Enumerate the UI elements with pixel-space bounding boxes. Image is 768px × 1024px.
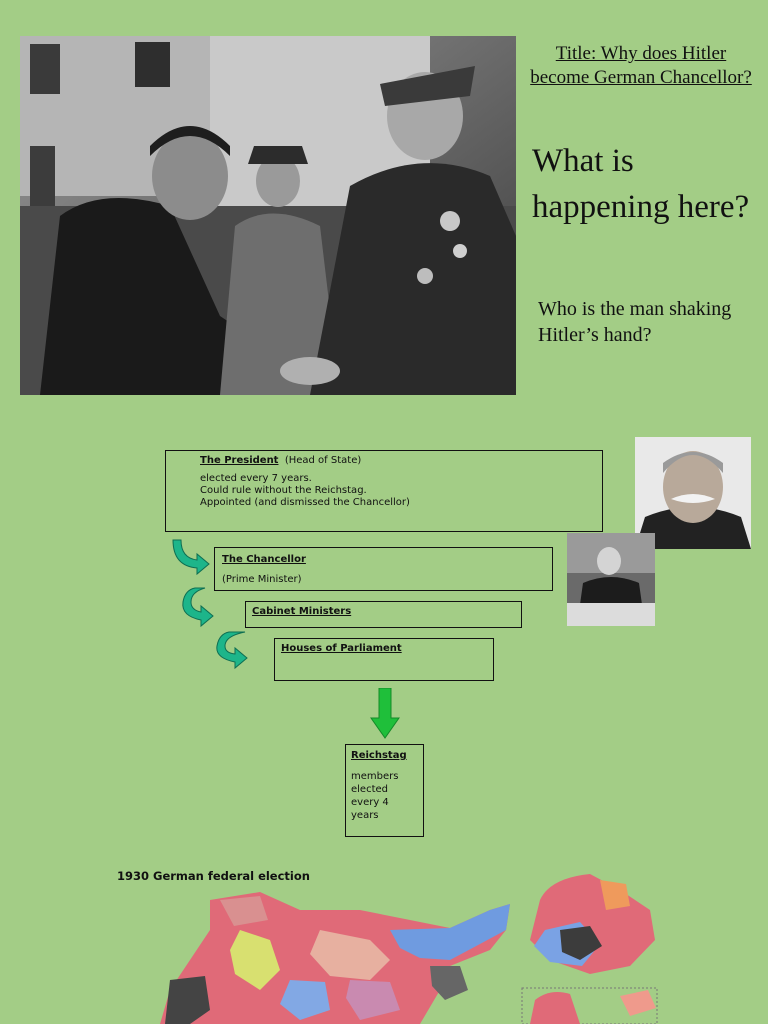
reichstag-label: Reichstag <box>351 750 407 761</box>
historical-photo <box>20 36 516 395</box>
down-arrow-icon <box>370 688 400 740</box>
reichstag-box <box>345 744 424 837</box>
parliament-box <box>274 638 494 681</box>
slide-title: Title: Why does Hitler become German Chancellor? <box>530 43 752 88</box>
reichstag-line-1: members <box>351 771 399 782</box>
president-label: The President <box>200 455 279 466</box>
cabinet-box <box>245 601 522 628</box>
curved-arrow-icon <box>217 632 247 668</box>
reichstag-line-2: elected <box>351 784 389 795</box>
reichstag-line-4: years <box>351 810 379 821</box>
main-question: What is happening here? <box>532 143 750 225</box>
map-title: 1930 German federal election <box>117 869 310 883</box>
president-box <box>165 450 603 532</box>
hierarchy-arrows <box>165 536 265 670</box>
reichstag-line-3: every 4 <box>351 797 389 808</box>
president-line-1: elected every 7 years. <box>200 473 312 484</box>
chancellor-role: (Prime Minister) <box>222 574 302 585</box>
election-map <box>150 870 668 1024</box>
curved-arrow-icon <box>173 540 209 574</box>
chancellor-portrait <box>567 533 655 626</box>
curved-arrow-icon <box>183 588 213 626</box>
sub-question: Who is the man shaking Hitler’s hand? <box>538 298 732 346</box>
president-line-3: Appointed (and dismissed the Chancellor) <box>200 497 410 508</box>
parliament-label: Houses of Parliament <box>281 643 402 654</box>
cabinet-label: Cabinet Ministers <box>252 606 352 617</box>
president-line-2: Could rule without the Reichstag. <box>200 485 367 496</box>
chancellor-label: The Chancellor <box>222 554 306 565</box>
president-role: (Head of State) <box>284 455 362 466</box>
